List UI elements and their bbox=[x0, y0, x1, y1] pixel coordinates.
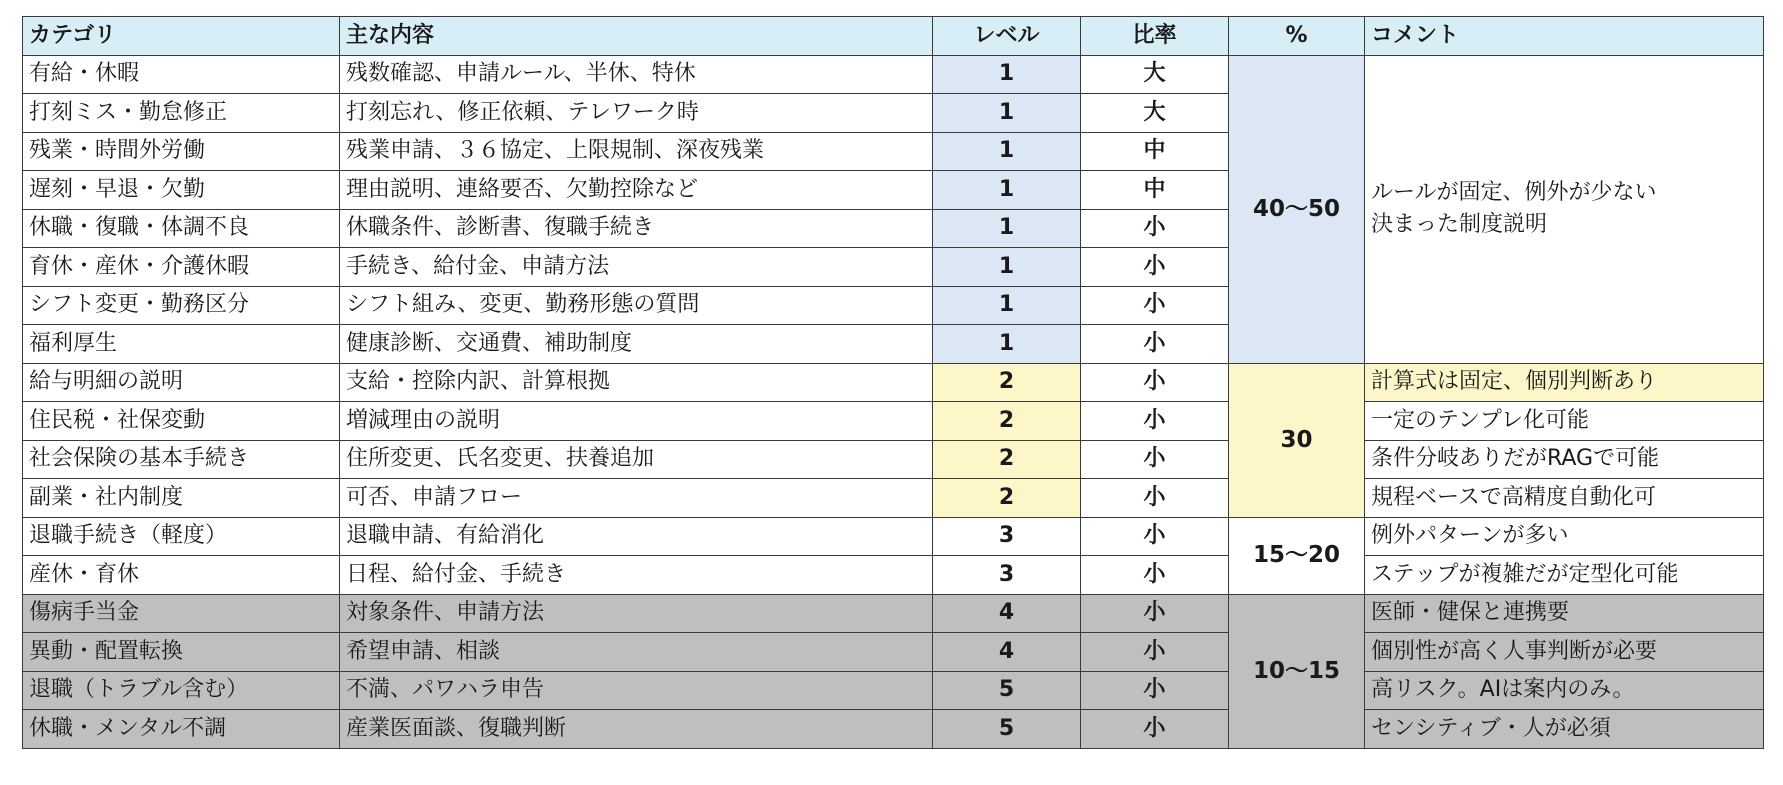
category-cell: 残業・時間外労働 bbox=[23, 132, 340, 171]
category-cell: 産休・育休 bbox=[23, 556, 340, 595]
percent-group-cell: 30 bbox=[1229, 363, 1365, 517]
table-row bbox=[23, 671, 1764, 710]
comment-cell: 例外パターンが多い bbox=[1365, 517, 1764, 556]
content-cell: 手続き、給付金、申請方法 bbox=[340, 248, 933, 287]
comment-line: ルールが固定、例外が少ない bbox=[1371, 180, 1657, 206]
ratio-cell: 小 bbox=[1081, 440, 1229, 479]
content-cell: 産業医面談、復職判断 bbox=[340, 710, 933, 749]
table-row bbox=[23, 363, 1764, 402]
ratio-cell: 小 bbox=[1081, 286, 1229, 325]
category-cell: 遅刻・早退・欠勤 bbox=[23, 171, 340, 210]
content-cell: 日程、給付金、手続き bbox=[340, 556, 933, 595]
ratio-cell: 小 bbox=[1081, 479, 1229, 518]
ratio-cell: 小 bbox=[1081, 517, 1229, 556]
category-cell: 給与明細の説明 bbox=[23, 363, 340, 402]
category-cell: 打刻ミス・勤怠修正 bbox=[23, 94, 340, 133]
level-cell: 1 bbox=[933, 248, 1081, 287]
level-cell: 1 bbox=[933, 325, 1081, 364]
content-cell: 増減理由の説明 bbox=[340, 402, 933, 441]
content-cell: 休職条件、診断書、復職手続き bbox=[340, 209, 933, 248]
percent-group-cell: 10〜15 bbox=[1229, 594, 1365, 748]
header-ratio: 比率 bbox=[1081, 17, 1229, 56]
ratio-cell: 小 bbox=[1081, 594, 1229, 633]
level-cell: 2 bbox=[933, 479, 1081, 518]
ratio-cell: 小 bbox=[1081, 710, 1229, 749]
comment-cell: 計算式は固定、個別判断あり bbox=[1365, 363, 1764, 402]
table-row bbox=[23, 479, 1764, 518]
level-cell: 1 bbox=[933, 171, 1081, 210]
table-row bbox=[23, 440, 1764, 479]
content-cell: 打刻忘れ、修正依頼、テレワーク時 bbox=[340, 94, 933, 133]
level-cell: 4 bbox=[933, 594, 1081, 633]
percent-group-cell: 40〜50 bbox=[1229, 55, 1365, 363]
table-row bbox=[23, 633, 1764, 672]
category-cell: 休職・復職・体調不良 bbox=[23, 209, 340, 248]
comment-line: 決まった制度説明 bbox=[1371, 212, 1548, 237]
ratio-cell: 小 bbox=[1081, 633, 1229, 672]
category-cell: 社会保険の基本手続き bbox=[23, 440, 340, 479]
category-cell: 退職手続き（軽度） bbox=[23, 517, 340, 556]
content-cell: 可否、申請フロー bbox=[340, 479, 933, 518]
level-cell: 3 bbox=[933, 556, 1081, 595]
level-cell: 1 bbox=[933, 94, 1081, 133]
ratio-cell: 大 bbox=[1081, 94, 1229, 133]
category-cell: 育休・産休・介護休暇 bbox=[23, 248, 340, 287]
content-cell: 退職申請、有給消化 bbox=[340, 517, 933, 556]
header-content: 主な内容 bbox=[340, 17, 933, 56]
header-level: レベル bbox=[933, 17, 1081, 56]
level-cell: 1 bbox=[933, 209, 1081, 248]
ratio-cell: 中 bbox=[1081, 171, 1229, 210]
category-cell: 住民税・社保変動 bbox=[23, 402, 340, 441]
category-cell: 異動・配置転換 bbox=[23, 633, 340, 672]
content-cell: 希望申請、相談 bbox=[340, 633, 933, 672]
level-cell: 1 bbox=[933, 286, 1081, 325]
level-cell: 1 bbox=[933, 55, 1081, 94]
comment-cell: 一定のテンプレ化可能 bbox=[1365, 402, 1764, 441]
ratio-cell: 中 bbox=[1081, 132, 1229, 171]
ratio-cell: 小 bbox=[1081, 556, 1229, 595]
content-cell: 対象条件、申請方法 bbox=[340, 594, 933, 633]
category-cell: 副業・社内制度 bbox=[23, 479, 340, 518]
comment-cell: 規程ベースで高精度自動化可 bbox=[1365, 479, 1764, 518]
table-row bbox=[23, 594, 1764, 633]
category-cell: 有給・休暇 bbox=[23, 55, 340, 94]
content-cell: 不満、パワハラ申告 bbox=[340, 671, 933, 710]
level-cell: 2 bbox=[933, 440, 1081, 479]
comment-group-cell bbox=[1365, 55, 1764, 363]
ratio-cell: 小 bbox=[1081, 325, 1229, 364]
table-row bbox=[23, 55, 1764, 94]
header-row bbox=[23, 17, 1764, 56]
table-row bbox=[23, 556, 1764, 595]
content-cell: 理由説明、連絡要否、欠勤控除など bbox=[340, 171, 933, 210]
category-cell: 福利厚生 bbox=[23, 325, 340, 364]
category-cell: 傷病手当金 bbox=[23, 594, 340, 633]
comment-cell: 条件分岐ありだがRAGで可能 bbox=[1365, 440, 1764, 479]
percent-group-cell: 15〜20 bbox=[1229, 517, 1365, 594]
header-comment: コメント bbox=[1365, 17, 1764, 56]
content-cell: 健康診断、交通費、補助制度 bbox=[340, 325, 933, 364]
table-row bbox=[23, 517, 1764, 556]
header-category: カテゴリ bbox=[23, 17, 340, 56]
level-cell: 5 bbox=[933, 671, 1081, 710]
table-row bbox=[23, 402, 1764, 441]
ratio-cell: 小 bbox=[1081, 402, 1229, 441]
content-cell: 残業申請、３６協定、上限規制、深夜残業 bbox=[340, 132, 933, 171]
ratio-cell: 小 bbox=[1081, 363, 1229, 402]
hr-inquiry-table bbox=[22, 16, 1764, 749]
content-cell: 住所変更、氏名変更、扶養追加 bbox=[340, 440, 933, 479]
comment-cell: センシティブ・人が必須 bbox=[1365, 710, 1764, 749]
ratio-cell: 小 bbox=[1081, 671, 1229, 710]
content-cell: 支給・控除内訳、計算根拠 bbox=[340, 363, 933, 402]
category-cell: 休職・メンタル不調 bbox=[23, 710, 340, 749]
level-cell: 5 bbox=[933, 710, 1081, 749]
level-cell: 2 bbox=[933, 363, 1081, 402]
level-cell: 4 bbox=[933, 633, 1081, 672]
comment-cell: 医師・健保と連携要 bbox=[1365, 594, 1764, 633]
content-cell: シフト組み、変更、勤務形態の質問 bbox=[340, 286, 933, 325]
comment-cell: 高リスク。AIは案内のみ。 bbox=[1365, 671, 1764, 710]
ratio-cell: 小 bbox=[1081, 209, 1229, 248]
level-cell: 3 bbox=[933, 517, 1081, 556]
level-cell: 1 bbox=[933, 132, 1081, 171]
category-cell: シフト変更・勤務区分 bbox=[23, 286, 340, 325]
level-cell: 2 bbox=[933, 402, 1081, 441]
header-percent: % bbox=[1229, 17, 1365, 56]
comment-cell: ステップが複雑だが定型化可能 bbox=[1365, 556, 1764, 595]
comment-cell: 個別性が高く人事判断が必要 bbox=[1365, 633, 1764, 672]
ratio-cell: 小 bbox=[1081, 248, 1229, 287]
ratio-cell: 大 bbox=[1081, 55, 1229, 94]
table-row bbox=[23, 710, 1764, 749]
category-cell: 退職（トラブル含む） bbox=[23, 671, 340, 710]
content-cell: 残数確認、申請ルール、半休、特休 bbox=[340, 55, 933, 94]
